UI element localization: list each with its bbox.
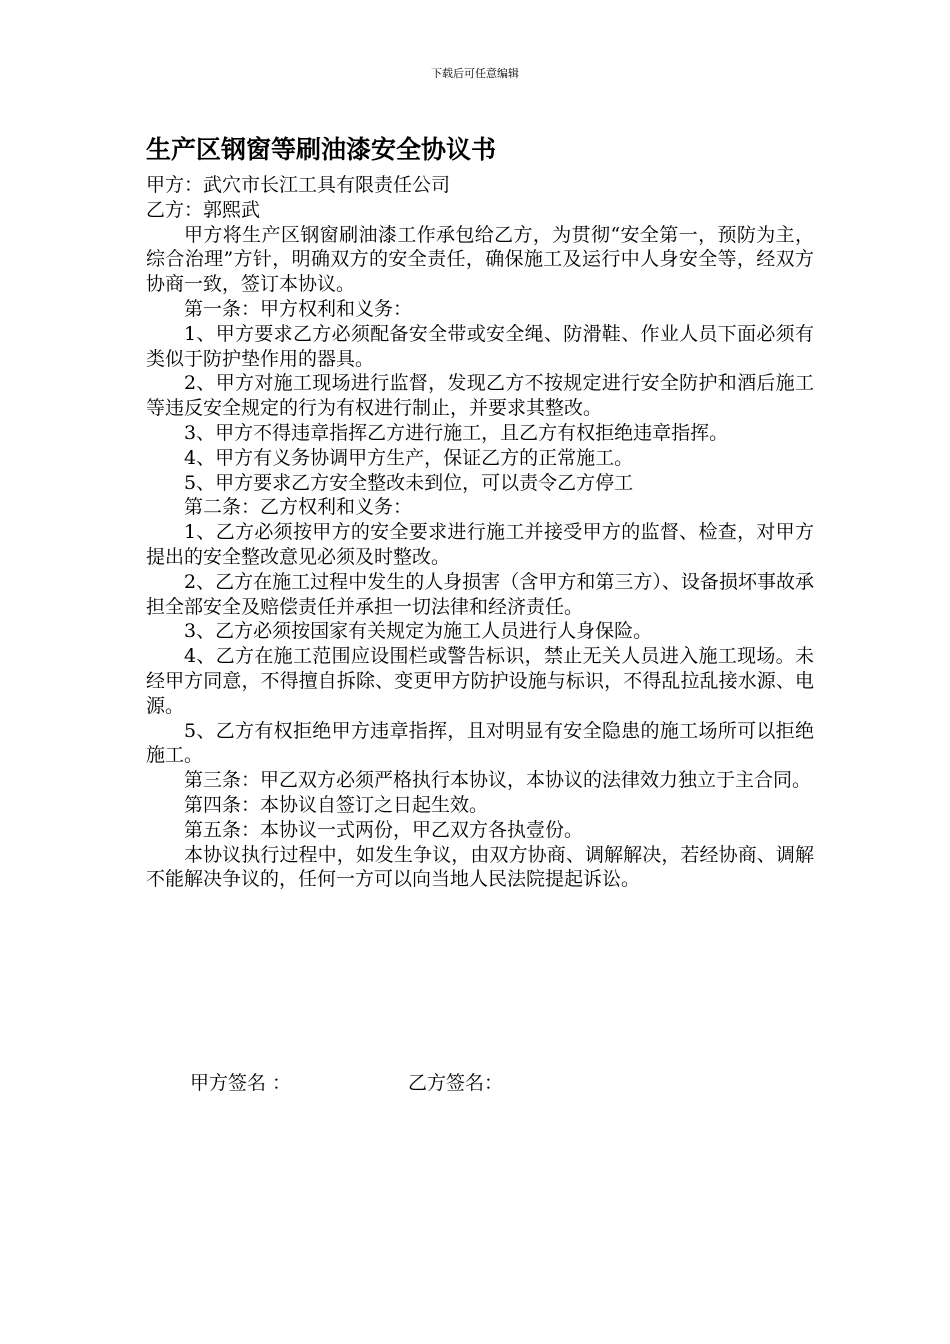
article-2-item-1: 1、乙方必须按甲方的安全要求进行施工并接受甲方的监督、检查，对甲方提出的安全整改意见必须及时整改。: [146, 521, 814, 568]
header-note: 下载后可任意编辑: [431, 67, 519, 80]
article-1-item-5: 5、甲方要求乙方安全整改未到位，可以责令乙方停工: [184, 471, 634, 494]
article-1-item-2: 2、甲方对施工现场进行监督，发现乙方不按规定进行安全防护和酒后施工等违反安全规定的行为有权进行制止，并要求其整改。: [146, 372, 814, 420]
document-title: 生产区钢窗等刷油漆安全协议书: [146, 135, 497, 164]
article-2-item-5: 5、乙方有权拒绝甲方违章指挥，且对明显有安全隐患的施工场所可以拒绝施工。: [146, 719, 814, 767]
article-5: 第五条：本协议一式两份，甲乙双方各执壹份。: [184, 818, 584, 841]
article-1-item-3: 3、甲方不得违章指挥乙方进行施工，且乙方有权拒绝违章指挥。: [184, 421, 729, 444]
article-1-heading: 第一条：甲方权利和义务：: [184, 297, 413, 320]
party-b-signature-label: 乙方签名：: [408, 1072, 504, 1094]
article-2-item-2: 2、乙方在施工过程中发生的人身损害（含甲方和第三方）、设备损坏事故承担全部安全及赔偿责任并承担一切法律和经济责任。: [146, 570, 814, 618]
party-a-signature-label: 甲方签名 ：: [190, 1072, 292, 1094]
article-1-item-4: 4、甲方有义务协调甲方生产，保证乙方的正常施工。: [184, 446, 634, 469]
article-3: 第三条：甲乙双方必须严格执行本协议，本协议的法律效力独立于主合同。: [184, 769, 812, 792]
agreement-body: [146, 173, 814, 892]
article-1-item-1: 1、甲方要求乙方必须配备安全带或安全绳、防滑鞋、作业人员下面必须有类似于防护垫作用的器具。: [146, 322, 814, 370]
article-2-item-3: 3、乙方必须按国家有关规定为施工人员进行人身保险。: [184, 620, 653, 643]
dispute-clause: 本协议执行过程中，如发生争议，由双方协商、调解解决，若经协商、调解不能解决争议的，任何一方可以向当地人民法院提起诉讼。: [146, 843, 814, 891]
intro-paragraph: 甲方将生产区钢窗刷油漆工作承包给乙方，为贯彻“安全第一，预防为主，综合治理”方针，明确双方的安全责任，确保施工及运行中人身安全等，经双方协商一致，签订本协议。: [146, 223, 814, 296]
party-a-line: 甲方：武穴市长江工具有限责任公司: [146, 174, 451, 196]
signature-line: [146, 1070, 814, 1148]
article-2-heading: 第二条：乙方权利和义务：: [184, 496, 413, 519]
party-b-line: 乙方：郭熙武: [146, 198, 261, 221]
article-4: 第四条：本协议自签订之日起生效。: [184, 793, 489, 816]
article-2-item-4: 4、乙方在施工范围应设围栏或警告标识，禁止无关人员进入施工现场。未经甲方同意，不得擅自拆除、变更甲方防护设施与标识，不得乱拉乱接水源、电源。: [146, 645, 814, 717]
